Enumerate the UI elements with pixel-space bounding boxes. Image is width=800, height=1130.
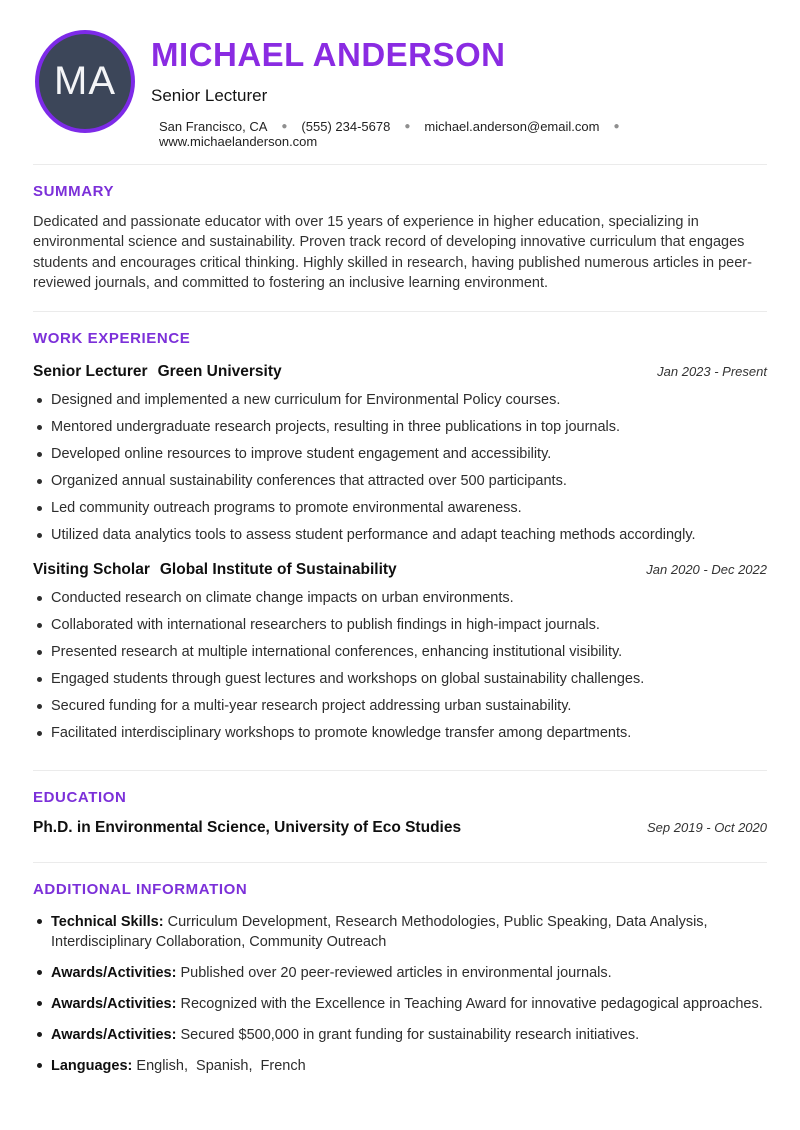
job-title: Senior Lecturer [33,362,148,380]
contact-phone: (555) 234-5678 [301,118,391,134]
summary-section [33,183,767,294]
header-identity [135,30,767,149]
job-bullet-list [33,391,767,545]
job-head [33,561,767,579]
additional-item-text: Published over 20 peer-reviewed articles in environmental journals. [180,964,612,981]
job-head [33,363,767,381]
summary-text: Dedicated and passionate educator with over 15 years of experience in higher education, specializing in environmental science and sustainability. Proven track record of developing innovative curriculum that engages students and encourages critical thinking. Highly skilled in research, having published numerous articles in peer-reviewed journals, and committed to fostering an inclusive learning environment. [33,213,752,292]
additional-information-section [33,881,767,1076]
avatar-initials: MA [54,59,116,103]
summary-heading: SUMMARY [33,182,115,200]
work-experience-section [33,330,767,743]
additional-item [33,1056,767,1076]
education-entry [33,819,767,837]
contact-separator-dot: ● [404,120,411,132]
avatar [35,30,135,133]
job-company: Green University [157,362,282,380]
bullet-item: Secured funding for a multi-year research project addressing urban sustainability. [33,697,767,716]
additional-item [33,963,767,983]
bullet-item: Designed and implemented a new curriculum for Environmental Policy courses. [33,391,767,410]
resume-header [33,30,767,149]
education-section [33,789,767,837]
additional-item-text: Curriculum Development, Research Methodologies, Public Speaking, Data Analysis, Interdisciplinary Collaboration, Community Outreach [51,913,712,950]
bullet-item: Collaborated with international researchers to publish findings in high-impact journals. [33,616,767,635]
contact-separator-dot: ● [613,120,620,132]
bullet-item: Developed online resources to improve student engagement and accessibility. [33,445,767,464]
section-divider [33,770,767,771]
section-divider [33,862,767,863]
job-dates: Jan 2023 - Present [657,363,767,379]
additional-item-text: Secured $500,000 in grant funding for sustainability research initiatives. [180,1026,640,1043]
education-degree: Ph.D. in Environmental Science, University of Eco Studies [33,818,462,836]
education-dates: Sep 2019 - Oct 2020 [647,819,767,835]
bullet-item: Engaged students through guest lectures and workshops on global sustainability challenges. [33,670,767,689]
bullet-item: Conducted research on climate change impacts on urban environments. [33,589,767,608]
job-entry [33,363,767,545]
section-divider [33,164,767,165]
bullet-item: Mentored undergraduate research projects, resulting in three publications in top journals. [33,418,767,437]
section-divider [33,311,767,312]
work-experience-heading: WORK EXPERIENCE [33,329,191,347]
additional-item [33,1025,767,1045]
additional-item-label: Awards/Activities: [51,1026,177,1043]
job-title-line [33,363,282,381]
bullet-item: Presented research at multiple international conferences, enhancing institutional visibility. [33,643,767,662]
bullet-item: Facilitated interdisciplinary workshops to promote knowledge transfer among departments. [33,724,767,743]
additional-item-label: Awards/Activities: [51,995,177,1012]
additional-item-text: Recognized with the Excellence in Teaching Award for innovative pedagogical approaches. [180,995,763,1012]
additional-item [33,994,767,1014]
additional-information-heading: ADDITIONAL INFORMATION [33,880,248,898]
job-title-line [33,561,397,579]
contact-email: michael.anderson@email.com [424,118,600,134]
additional-item-text: English, Spanish, French [136,1057,306,1074]
education-heading: EDUCATION [33,788,127,806]
contact-location: San Francisco, CA [159,118,268,134]
bullet-item: Organized annual sustainability conferences that attracted over 500 participants. [33,472,767,491]
job-company: Global Institute of Sustainability [159,560,397,578]
candidate-name: MICHAEL ANDERSON [151,36,506,73]
additional-item-label: Technical Skills: [51,913,164,930]
bullet-item: Utilized data analytics tools to assess student performance and adapt teaching methods accordingly. [33,526,767,545]
candidate-title: Senior Lecturer [151,85,268,105]
additional-list [33,912,767,1076]
additional-item-label: Awards/Activities: [51,964,177,981]
job-dates: Jan 2020 - Dec 2022 [646,561,767,577]
bullet-item: Led community outreach programs to promote environmental awareness. [33,499,767,518]
job-bullet-list [33,589,767,743]
additional-item [33,912,767,952]
job-entry [33,561,767,743]
additional-item-label: Languages: [51,1057,133,1074]
contact-separator-dot: ● [281,120,288,132]
contact-row [151,119,767,149]
job-title: Visiting Scholar [33,560,150,578]
contact-website: www.michaelanderson.com [159,133,318,149]
